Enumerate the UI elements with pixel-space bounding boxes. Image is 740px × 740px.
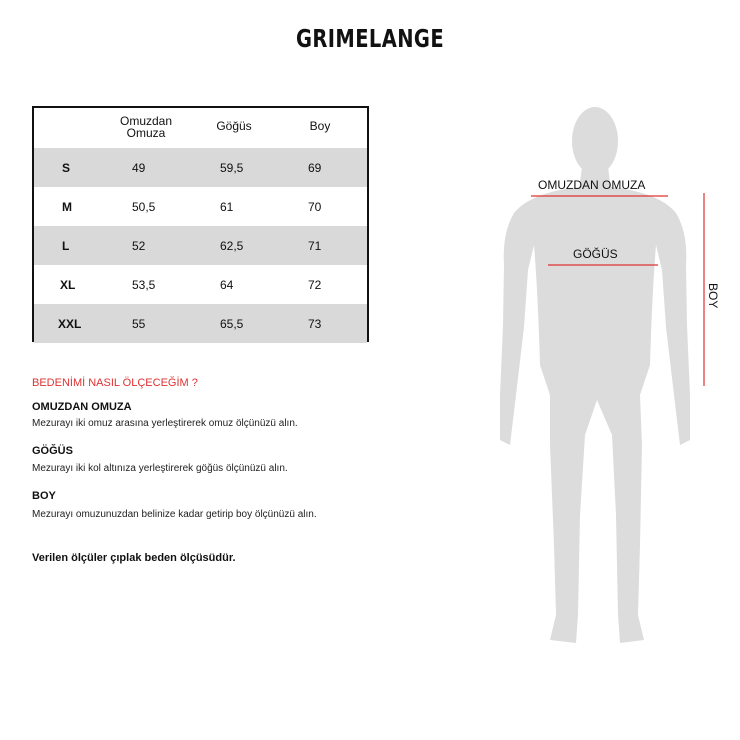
size-cell: S: [62, 160, 71, 175]
chest-guide-text: Mezurayı iki kol altınıza yerleştirerek göğüs ölçünüzü alın.: [32, 463, 288, 474]
length-guide-title: BOY: [32, 490, 56, 502]
shoulder-figure-label: OMUZDAN OMUZA: [538, 178, 646, 192]
how-to-measure-title: BEDENİMİ NASIL ÖLÇECEĞİM ?: [32, 377, 198, 389]
shoulder-guide-text: Mezurayı iki omuz arasına yerleştirerek omuz ölçünüzü alın.: [32, 418, 298, 429]
measurement-note: Verilen ölçüler çıplak beden ölçüsüdür.: [32, 552, 236, 564]
chest-cell: 61: [220, 199, 234, 214]
header-shoulder-line2: Omuza: [126, 126, 166, 140]
header-length: Boy: [309, 119, 331, 133]
length-cell: 70: [308, 199, 322, 214]
size-cell: XXL: [58, 316, 82, 331]
chest-guide-title: GÖĞÜS: [32, 445, 73, 457]
size-cell: M: [62, 199, 72, 214]
size-cell: L: [62, 238, 70, 253]
shoulder-cell: 50,5: [132, 199, 156, 214]
length-cell: 72: [308, 277, 322, 292]
length-guide-text: Mezurayı omuzunuzdan belinize kadar getirip boy ölçünüzü alın.: [32, 509, 317, 520]
brand-logo: GRIMELANGE: [295, 24, 445, 53]
chest-cell: 65,5: [220, 316, 244, 331]
shoulder-cell: 49: [132, 160, 146, 175]
shoulder-cell: 53,5: [132, 277, 156, 292]
length-cell: 69: [308, 160, 322, 175]
shoulder-cell: 55: [132, 316, 146, 331]
chest-cell: 62,5: [220, 238, 244, 253]
length-figure-label: BOY: [706, 283, 720, 309]
length-cell: 71: [308, 238, 322, 253]
chest-cell: 64: [220, 277, 234, 292]
size-cell: XL: [60, 277, 76, 292]
chest-figure-label: GÖĞÜS: [573, 247, 618, 261]
shoulder-guide-title: OMUZDAN OMUZA: [32, 401, 132, 413]
length-cell: 73: [308, 316, 322, 331]
header-shoulder-line1: Omuzdan: [119, 114, 173, 128]
header-chest: Göğüs: [216, 119, 252, 133]
shoulder-cell: 52: [132, 238, 146, 253]
chest-cell: 59,5: [220, 160, 244, 175]
